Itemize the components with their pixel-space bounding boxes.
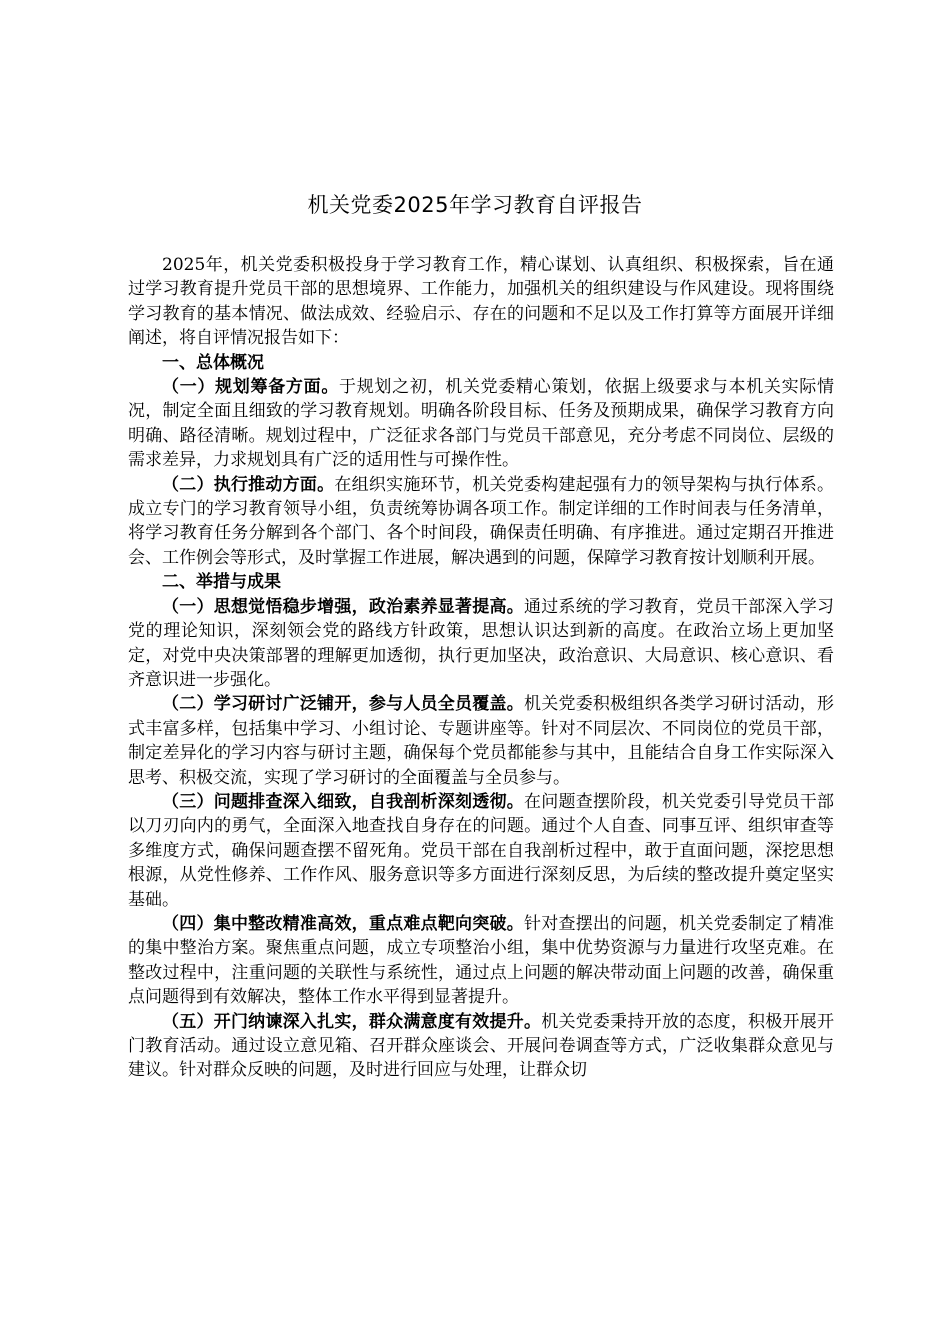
paragraph-text: 于规划之初，机关党委精心策划，依据上级要求与本机关实际情况，制定全面且细致的学习教育规划。明确各阶段目标、任务及预期成果，确保学习教育方向明确、路径清晰。规划过程中，广泛征求各部门与党员干部意见，充分考虑不同岗位、层级的需求差异，力求规划具有广泛的适用性与可操作性。 [128, 377, 835, 471]
body-paragraph [128, 595, 834, 693]
paragraph-text: 针对查摆出的问题，机关党委制定了精准的集中整治方案。聚焦重点问题，成立专项整治小组，集中优势资源与力量进行攻坚克难。在整改过程中，注重问题的关联性与系统性，通过点上问题的解决带动面上问题的改善，确保重点问题得到有效解决，整体工作水平得到显著提升。 [128, 913, 835, 1008]
section-heading: 二、举措与成果 [162, 572, 281, 593]
paragraph-lead: （四）集中整改精准高效，重点难点靶向突破。 [162, 913, 524, 934]
paragraph-text: 机关党委积极组织各类学习研讨活动，形式丰富多样，包括集中学习、小组讨论、专题讲座等。针对不同层次、不同岗位的党员干部，制定差异化的学习内容与研讨主题，确保每个党员都能参与其中，且能结合自身工作实际深入思考、积极交流，实现了学习研讨的全面覆盖与全员参与。 [128, 694, 835, 788]
paragraph-lead: （二）学习研讨广泛铺开，参与人员全员覆盖。 [162, 694, 524, 715]
document-title: 机关党委2025年学习教育自评报告 [307, 193, 643, 217]
paragraph-text: 在组织实施环节，机关党委构建起强有力的领导架构与执行体系。成立专门的学习教育领导小组，负责统筹协调各项工作。制定详细的工作时间表与任务清单，将学习教育任务分解到各个部门、各个时间段，确保责任明确、有序推进。通过定期召开推进会、工作例会等形式，及时掌握工作进展，解决遇到的问题，保障学习教育按计划顺利开展。 [128, 474, 835, 568]
paragraph-lead: （一）规划筹备方面。 [162, 377, 340, 398]
paragraph-lead: （三）问题排查深入细致，自我剖析深刻透彻。 [162, 791, 524, 812]
body-paragraph [128, 692, 834, 790]
intro-paragraph: 2025年，机关党委积极投身于学习教育工作，精心谋划、认真组织、积极探索，旨在通过学习教育提升党员干部的思想境界、工作能力，加强机关的组织建设与作风建设。现将围绕学习教育的基本情况、做法成效、经验启示、存在的问题和不足以及工作打算等方面展开详细阐述，将自评情况报告如下： [128, 255, 834, 349]
paragraph-text: 机关党委秉持开放的态度，积极开展开门教育活动。通过设立意见箱、召开群众座谈会、开展问卷调查等方式，广泛收集群众意见与建议。针对群众反映的问题，及时进行回应与处理，让群众切 [128, 1011, 835, 1081]
document-body [128, 253, 834, 1083]
body-paragraph [128, 473, 834, 571]
paragraph-text: 在问题查摆阶段，机关党委引导党员干部以刀刃向内的勇气，全面深入地查找自身存在的问题。通过个人自查、同事互评、组织审查等多维度方式，确保问题查摆不留死角。党员干部在自我剖析过程中，敢于直面问题，深挖思想根源，从党性修养、工作作风、服务意识等多方面进行深刻反思，为后续的整改提升奠定坚实基础。 [128, 791, 835, 910]
paragraph-text: 通过系统的学习教育，党员干部深入学习党的理论知识，深刻领会党的路线方针政策，思想认识达到新的高度。在政治立场上更加坚定，对党中央决策部署的理解更加透彻，执行更加坚决，政治意识、大局意识、核心意识、看齐意识进一步强化。 [128, 596, 835, 690]
paragraph-lead: （五）开门纳谏深入扎实，群众满意度有效提升。 [162, 1011, 542, 1032]
body-paragraph [128, 1010, 834, 1083]
body-paragraph [128, 790, 834, 912]
paragraph-lead: （一）思想觉悟稳步增强，政治素养显著提高。 [162, 596, 524, 617]
body-paragraph [128, 375, 834, 473]
section-heading: 一、总体概况 [162, 352, 264, 373]
body-paragraph [128, 912, 834, 1010]
paragraph-lead: （二）执行推动方面。 [162, 474, 335, 495]
